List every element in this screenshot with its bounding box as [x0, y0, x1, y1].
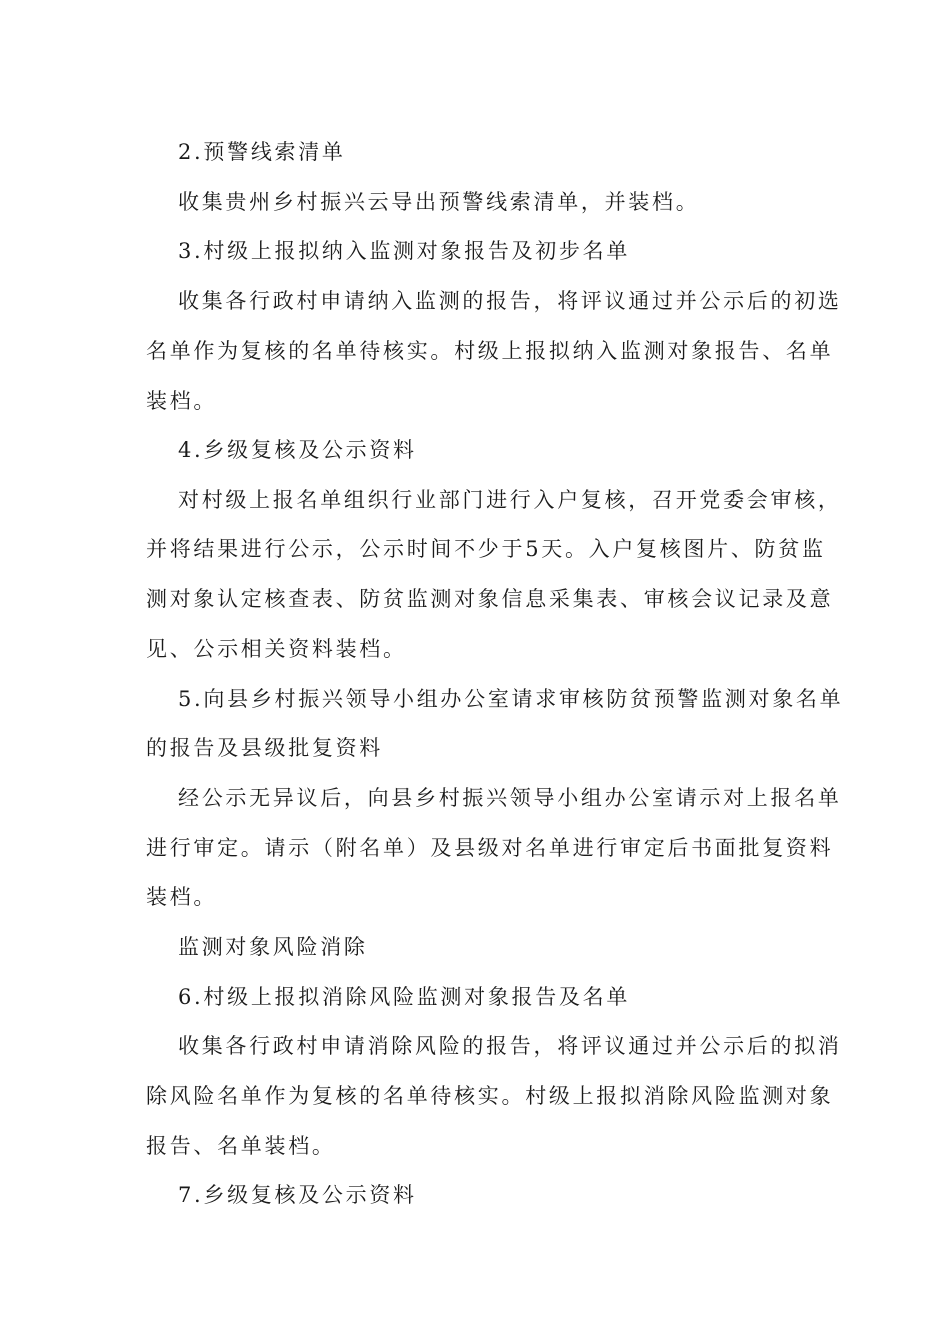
paragraph-line: 收集各行政村申请消除风险的报告，将评议通过并公示后的拟消 — [178, 1034, 842, 1058]
paragraph-line: 装档。 — [146, 885, 218, 909]
paragraph-line: 报告、名单装档。 — [146, 1134, 336, 1158]
heading-warning-clues-list: 2.预警线索清单 — [178, 140, 346, 164]
paragraph-line: 进行审定。请示（附名单）及县级对名单进行审定后书面批复资料 — [146, 836, 834, 860]
heading-township-review-2: 7.乡级复核及公示资料 — [178, 1183, 417, 1207]
heading-line: 的报告及县级批复资料 — [146, 736, 383, 760]
paragraph-line: 测对象认定核查表、防贫监测对象信息采集表、审核会议记录及意 — [146, 587, 834, 611]
paragraph-line: 见、公示相关资料装档。 — [146, 637, 407, 661]
section-heading-risk-elimination: 监测对象风险消除 — [178, 935, 368, 959]
heading-village-report: 3.村级上报拟纳入监测对象报告及初步名单 — [178, 239, 631, 263]
heading-township-review: 4.乡级复核及公示资料 — [178, 438, 417, 462]
paragraph-line: 经公示无异议后，向县乡村振兴领导小组办公室请示对上报名单 — [178, 786, 842, 810]
paragraph-line: 收集贵州乡村振兴云导出预警线索清单，并装档。 — [178, 190, 700, 214]
paragraph-line: 除风险名单作为复核的名单待核实。村级上报拟消除风险监测对象 — [146, 1084, 834, 1108]
paragraph-line: 对村级上报名单组织行业部门进行入户复核，召开党委会审核， — [178, 488, 842, 512]
paragraph-line: 收集各行政村申请纳入监测的报告，将评议通过并公示后的初选 — [178, 289, 842, 313]
paragraph-line: 并将结果进行公示，公示时间不少于5天。入户复核图片、防贫监 — [146, 537, 826, 561]
heading-county-approval: 5.向县乡村振兴领导小组办公室请求审核防贫预警监测对象名单 — [178, 687, 844, 711]
heading-village-risk-report: 6.村级上报拟消除风险监测对象报告及名单 — [178, 985, 631, 1009]
paragraph-line: 装档。 — [146, 389, 218, 413]
paragraph-line: 名单作为复核的名单待核实。村级上报拟纳入监测对象报告、名单 — [146, 339, 834, 363]
